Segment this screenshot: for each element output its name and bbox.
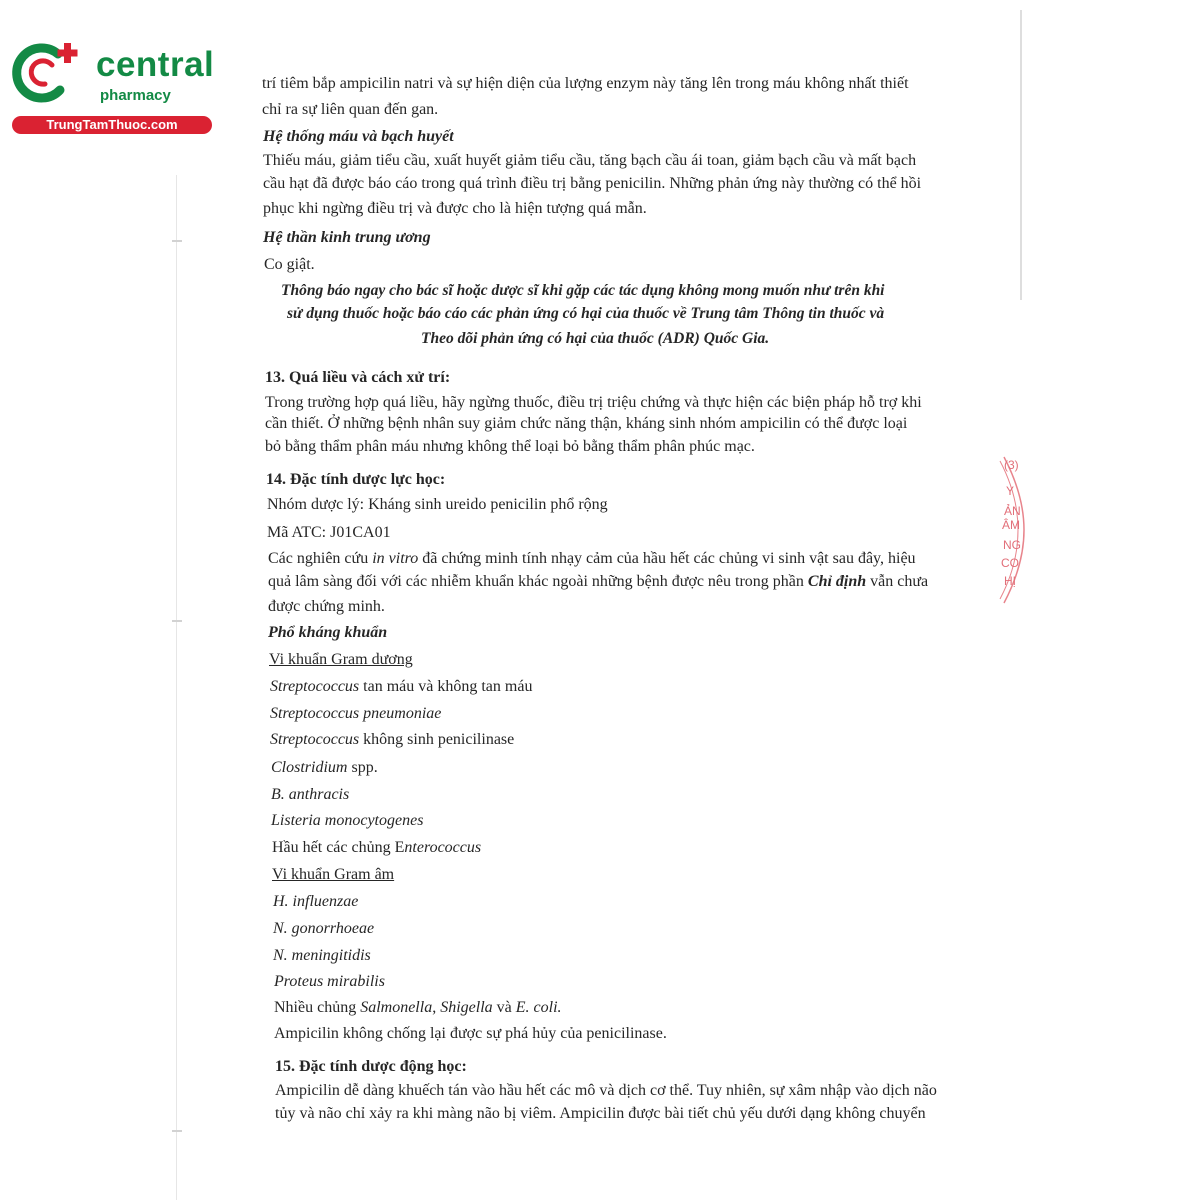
group-heading: Vi khuẩn Gram dương [269, 651, 413, 668]
section-subheading: Phổ kháng khuẩn [268, 624, 388, 641]
paragraph-line: phục khi ngừng điều trị và được cho là hiện tượng quá mẫn. [263, 200, 647, 217]
list-item: Nhiều chủng Salmonella, Shigella và E. coli. [274, 999, 562, 1016]
stamp-text: CO [1001, 556, 1019, 570]
list-item: B. anthracis [271, 786, 350, 803]
paragraph-line: Ampicilin không chống lại được sự phá hủy của penicilinase. [274, 1025, 667, 1042]
section-heading: 14. Đặc tính dược lực học: [266, 471, 446, 488]
paragraph-line: cần thiết. Ở những bệnh nhân suy giảm chức năng thận, kháng sinh nhóm ampicilin có thể được loại [265, 415, 908, 432]
stamp-text: ÂM [1002, 518, 1020, 532]
paragraph-line: Các nghiên cứu in vitro đã chứng minh tính nhạy cảm của hầu hết các chủng vi sinh vật sau đây, hiệu [268, 550, 916, 567]
list-item: Streptococcus pneumoniae [270, 705, 442, 722]
stamp-text: ẢN [1004, 504, 1021, 518]
list-item: Streptococcus tan máu và không tan máu [270, 678, 533, 695]
stamp-text: HỊ [1004, 574, 1016, 588]
brand-subtitle: pharmacy [100, 87, 171, 104]
paragraph-line: trí tiêm bắp ampicilin natri và sự hiện diện của lượng enzym này tăng lên trong máu không nhất thiết [262, 75, 909, 92]
brand-site-link[interactable]: TrungTamThuoc.com [12, 116, 212, 134]
list-item: N. gonorrhoeae [273, 920, 375, 937]
list-item: Hầu hết các chủng Enterococcus [272, 839, 482, 856]
paragraph-line: Thiếu máu, giảm tiểu cầu, xuất huyết giảm tiểu cầu, tăng bạch cầu ái toan, giảm bạch cầu và mất bạch [263, 152, 917, 169]
adr-notice-line: Thông báo ngay cho bác sĩ hoặc dược sĩ khi gặp các tác dụng không mong muốn như trên khi [281, 282, 885, 299]
section-subheading: Hệ thống máu và bạch huyết [263, 128, 454, 145]
adr-notice-line: sử dụng thuốc hoặc báo cáo các phản ứng có hại của thuốc về Trung tâm Thông tin thuốc và [287, 305, 885, 322]
paragraph-line: Co giật. [264, 256, 315, 273]
paragraph-line: Ampicilin dễ dàng khuếch tán vào hầu hết các mô và dịch cơ thể. Tuy nhiên, sự xâm nhập vào dịch não [275, 1082, 937, 1099]
group-heading: Vi khuẩn Gram âm [272, 866, 395, 883]
list-item: H. influenzae [273, 893, 359, 910]
section-heading: 13. Quá liều và cách xử trí: [265, 369, 451, 386]
list-item: Clostridium spp. [271, 759, 378, 776]
paragraph-line: Trong trường hợp quá liều, hãy ngừng thuốc, điều trị triệu chứng và thực hiện các biện pháp hỗ trợ khi [265, 394, 922, 411]
list-item: Proteus mirabilis [274, 973, 385, 990]
section-subheading: Hệ thần kinh trung ương [263, 229, 431, 246]
paragraph-line: được chứng minh. [268, 598, 385, 615]
paragraph-line: Mã ATC: J01CA01 [267, 524, 391, 541]
adr-notice-line: Theo dõi phản ứng có hại của thuốc (ADR) Quốc Gia. [421, 330, 770, 347]
paragraph-line: cầu hạt đã được báo cáo trong quá trình điều trị bằng penicilin. Những phản ứng này thường có thể hồi [263, 175, 922, 192]
paragraph-line: Nhóm dược lý: Kháng sinh ureido penicilin phổ rộng [267, 496, 608, 513]
paragraph-line: chỉ ra sự liên quan đến gan. [262, 101, 439, 118]
stamp-text: (3) [1004, 458, 1019, 472]
section-heading: 15. Đặc tính dược động học: [275, 1058, 467, 1075]
paragraph-line: quả lâm sàng đối với các nhiễm khuẩn khác ngoài những bệnh được nêu trong phần Chỉ định vẫn chưa [268, 573, 929, 590]
stamp-text: NG [1003, 538, 1021, 552]
brand-name: central [96, 45, 215, 84]
stamp-text: Y [1006, 484, 1015, 498]
list-item: Listeria monocytogenes [271, 812, 424, 829]
paragraph-line: tủy và não chỉ xảy ra khi màng não bị viêm. Ampicilin được bài tiết chủ yếu dưới dạng không chuyển [275, 1105, 926, 1122]
paragraph-line: bỏ bằng thẩm phân máu nhưng không thể loại bỏ bằng thẩm phân phúc mạc. [265, 438, 755, 455]
list-item: Streptococcus không sinh penicilinase [270, 731, 515, 748]
list-item: N. meningitidis [273, 947, 371, 964]
